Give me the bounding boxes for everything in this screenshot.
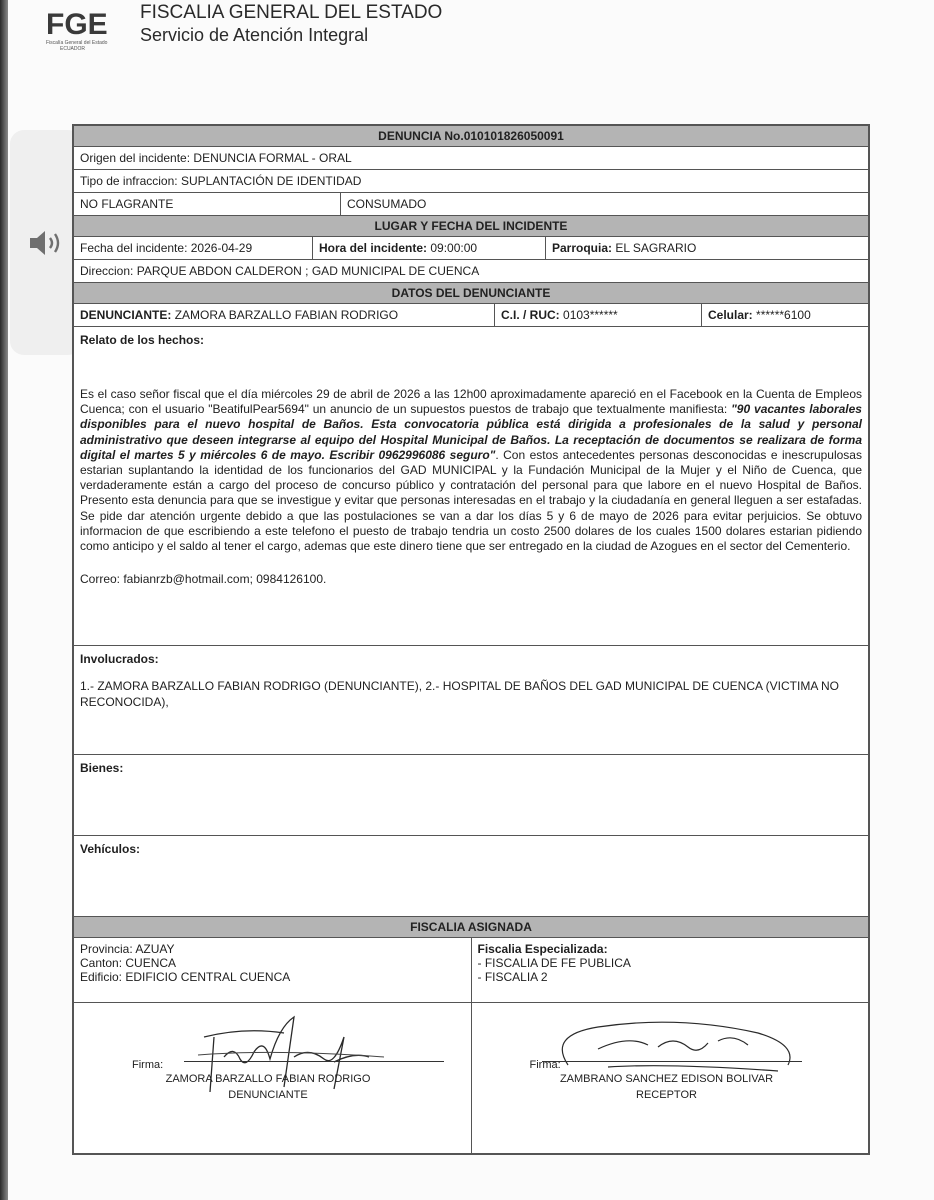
speaker-icon xyxy=(26,228,66,258)
signature-line-right xyxy=(542,1061,802,1062)
vehiculos-block xyxy=(74,836,868,917)
celular-label: Celular: xyxy=(708,308,753,322)
estado-value: CONSUMADO xyxy=(347,197,427,211)
left-signer-name: ZAMORA BARZALLO FABIAN RODRIGO xyxy=(165,1073,371,1085)
ci-value: 0103****** xyxy=(563,308,618,322)
celular-value: ******6100 xyxy=(756,308,811,322)
involucrados-block xyxy=(74,646,868,755)
denunciante-value: ZAMORA BARZALLO FABIAN RODRIGO xyxy=(174,308,399,322)
firma-label-left: Firma: xyxy=(132,1059,164,1071)
right-signer-name: ZAMBRANO SANCHEZ EDISON BOLIVAR xyxy=(559,1073,774,1085)
bienes-block xyxy=(74,755,868,836)
fiscalia-especializada xyxy=(472,938,869,1002)
vehiculos-title: Vehículos: xyxy=(80,842,141,856)
direccion-row xyxy=(74,260,868,283)
signature-left xyxy=(74,1003,472,1153)
parroquia-label: Parroquia: xyxy=(552,241,613,255)
denuncia-title: DENUNCIA No.010101826050091 xyxy=(74,126,868,147)
denunciante-title: DATOS DEL DENUNCIANTE xyxy=(74,283,868,304)
fiscalia-title: FISCALIA ASIGNADA xyxy=(74,917,868,938)
firma-label-right: Firma: xyxy=(529,1059,561,1071)
edificio-value: Edificio: EDIFICIO CENTRAL CUENCA xyxy=(80,970,291,984)
tipo-label: Tipo de infraccion: xyxy=(80,174,178,188)
denuncia-form xyxy=(72,124,870,1155)
fecha-label: Fecha del incidente: xyxy=(80,241,188,255)
relato-block xyxy=(74,327,868,646)
fecha-row xyxy=(74,237,868,260)
origen-row xyxy=(74,147,868,170)
bienes-title: Bienes: xyxy=(80,761,124,775)
ci-label: C.I. / RUC: xyxy=(501,308,560,322)
signature-line-left xyxy=(184,1061,444,1062)
flagrancia-row xyxy=(74,193,868,216)
relato-text xyxy=(80,387,862,554)
hora-value: 09:00:00 xyxy=(430,241,478,255)
left-signer-role: DENUNCIANTE xyxy=(228,1089,308,1101)
flagrancia-value: NO FLAGRANTE xyxy=(74,193,341,215)
parroquia-value: EL SAGRARIO xyxy=(615,241,697,255)
provincia-value: Provincia: AZUAY xyxy=(80,942,175,956)
denunciante-label: DENUNCIANTE: xyxy=(80,308,172,322)
org-subtitle: Servicio de Atención Integral xyxy=(140,25,369,45)
fiscalia-row xyxy=(74,938,868,1003)
especializada-item-2: - FISCALIA 2 xyxy=(477,970,548,984)
denunciante-row xyxy=(74,304,868,327)
direccion-value: PARQUE ABDON CALDERON ; GAD MUNICIPAL DE CUENCA xyxy=(136,264,480,278)
lugar-title: LUGAR Y FECHA DEL INCIDENTE xyxy=(74,216,868,237)
involucrados-title: Involucrados: xyxy=(80,652,159,666)
right-signer-role: RECEPTOR xyxy=(636,1089,697,1101)
fiscalia-location xyxy=(74,938,472,1002)
involucrados-text: 1.- ZAMORA BARZALLO FABIAN RODRIGO (DENUNCIANTE), 2.- HOSPITAL DE BAÑOS DEL GAD MUNICIPAL DE CUENCA (VICTIMA NO RECONOCIDA), xyxy=(80,679,840,709)
tipo-value: SUPLANTACIÓN DE IDENTIDAD xyxy=(180,174,362,188)
org-name: FISCALIA GENERAL DEL ESTADO xyxy=(140,2,443,23)
origen-value: DENUNCIA FORMAL - ORAL xyxy=(193,151,352,165)
signature-area xyxy=(74,1003,868,1153)
relato-p1: Es el caso señor fiscal que el día miércoles 29 de abril de 2026 a las 12h00 aproximadamente apareció en el Facebook en la Cuenta de Empleos Cuenca; con el usuario "BeatifulPear5694" un anuncio de un supuestos puestos de trabajo que textualmente manifiesta: xyxy=(80,387,862,417)
relato-correo: Correo: fabianrzb@hotmail.com; 0984126100. xyxy=(80,572,327,587)
page-edge xyxy=(0,0,8,1200)
fge-logo: FGE Fiscalía General del Estado ECUADOR xyxy=(46,8,108,52)
relato-quote: "90 vacantes laborales disponibles para el nuevo hospital de Baños. Esta convocatoria pública está dirigida a profesionales de la salud y personal administrativo que deseen integrarse al equipo del Hospital Municipal de Baños. La receptación de documentos se realizara de forma digital el martes 5 y miércoles 6 de mayo. Escribir 0962996086 seguro" xyxy=(80,402,862,462)
signature-right xyxy=(472,1003,869,1153)
fecha-value: 2026-04-29 xyxy=(190,241,253,255)
relato-p2: . Con estos antecedentes personas desconocidas e inescrupulosas estarian suplantando la identidad de los funcionarios del GAD MUNICIPAL y la Fundación Municipal de la Mujer y el Niño de Cuenca, que verdaderamente están a cargo del proceso de concurso público y contratación del personal para que labore en el nuevo Hospital de Baños. Presento esta denuncia para que se investigue y evitar que personas interesadas en el trabajo y la ciudadanía en general lleguen a ser estafadas. Se pide dar atención urgente debido a que las postulaciones se van a dar los días 5 y 6 de mayo de 2026 para evitar perjuicios. Se obtuvo informacion de que escribiendo a este telefono el puesto de trabajo tendria un costo 2500 dolares de los cuales 1500 dolares estarian pidiendo como anticipo y el saldo al tener el cargo, ademas que este dinero tiene que ser entregado en la ciudad de Azogues en el sector del Cementerio. xyxy=(80,447,862,554)
tipo-row xyxy=(74,170,868,193)
relato-title: Relato de los hechos: xyxy=(80,333,205,347)
direccion-label: Direccion: xyxy=(80,264,134,278)
hora-label: Hora del incidente: xyxy=(319,241,428,255)
especializada-item-1: - FISCALIA DE FE PUBLICA xyxy=(477,956,631,970)
especializada-label: Fiscalia Especializada: xyxy=(477,942,608,956)
canton-value: Canton: CUENCA xyxy=(80,956,177,970)
origen-label: Origen del incidente: xyxy=(80,151,191,165)
